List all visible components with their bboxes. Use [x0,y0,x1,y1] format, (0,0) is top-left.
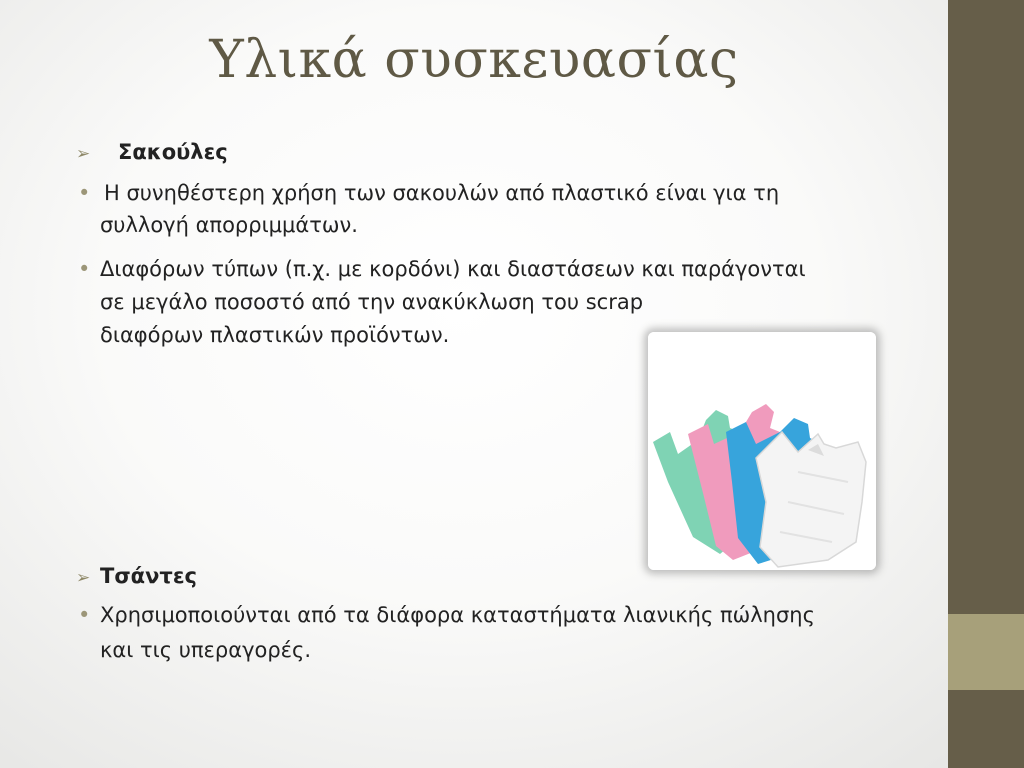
bullet-line: συλλογή απορριμμάτων. [100,213,358,237]
arrow-bullet-icon: ➢ [76,144,91,164]
sidebar-accent-block [948,614,1024,690]
bullet-dot-icon: • [78,603,91,627]
plastic-bags-image [648,332,876,570]
section-heading-row [76,560,90,594]
section-heading-bags: Σακούλες [118,140,228,164]
bullet-line: διαφόρων πλαστικών προϊόντων. [100,323,450,347]
bullet-dot-icon: • [78,181,91,205]
arrow-bullet-icon: ➢ [76,568,91,588]
bullet-line: σε μεγάλο ποσοστό από την ανακύκλωση του scrap [100,290,644,314]
plastic-bags-icon [648,332,876,570]
sidebar-decoration [948,0,1024,768]
bullet-line: και τις υπεραγορές. [100,638,312,662]
bullet-dot-icon: • [78,257,91,281]
slide-title: Υλικά συσκευασίας [209,30,739,90]
section-heading-totes: Τσάντες [100,564,197,588]
section-heading-row [76,136,90,170]
bullet-line: Χρησιμοποιούνται από τα διάφορα καταστήματα λιανικής πώλησης [100,603,815,627]
bullet-line: Η συνηθέστερη χρήση των σακουλών από πλαστικό είναι για τη [104,181,780,205]
bullet-line: Διαφόρων τύπων (π.χ. με κορδόνι) και διαστάσεων και παράγονται [100,257,806,281]
